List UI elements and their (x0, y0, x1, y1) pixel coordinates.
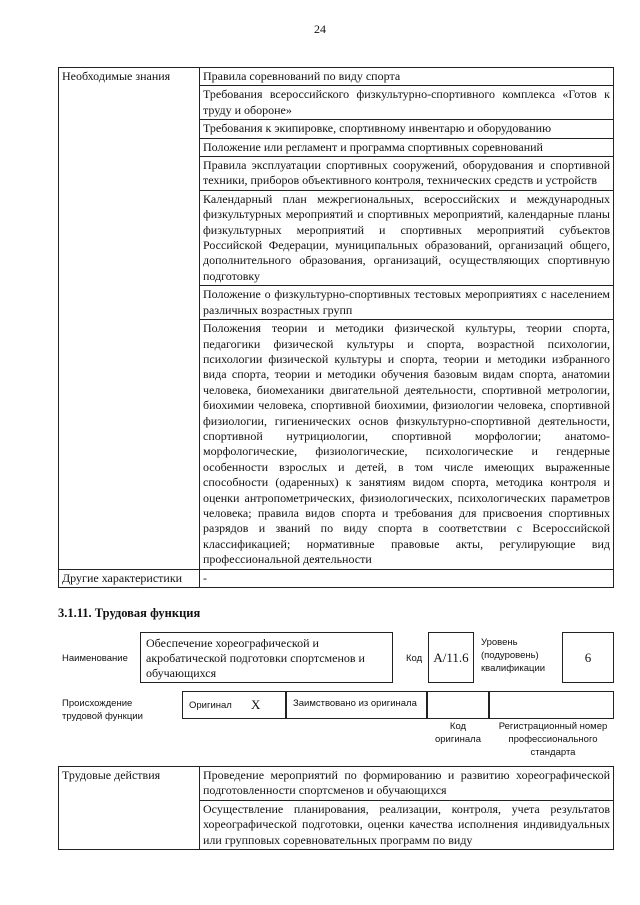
level-value: 6 (562, 632, 614, 683)
action-row: Осуществление планирования, реализации, контроля, учета результатов хореографической подготовки, оценки качества исполнения индивидуальных или групповых соревновательных программ по виду (200, 800, 614, 849)
knowledge-row: Положения теории и методики физической культуры, теории спорта, педагогики физической культуры и спорта, возрастной психологии, психологии физической культуры и спорта, теории и методики избранного вида спорта, теории и методики обучения базовым видам спорта, анатомии человека, биомеханики двигательной деятельности, спортивной метрологии, биохимии человека, спортивной биохимии, физиологии человека, спортивной физиологии, гигиенических основ физкультурно-спортивной деятельности, спортивной нутрициологии, спортивной морфологии; анатомо-морфологические, физиологические, психологические и гендерные особенности взрослых и детей, в том числе имеющих выраженные способности (одаренных) к занятиям видом спорта, методика контроля и оценки антропометрических, физиологических, психологических параметров человека; правила видов спорта и требования для присвоения спортивных разрядов и званий по виду спорта в соответствии с Всероссийской классификацией; нормативные правовые акты, регулирующие вид профессиональной деятельности (200, 320, 614, 570)
other-characteristics-value: - (200, 569, 614, 587)
knowledge-row: Требования к экипировке, спортивному инвентарю и оборудованию (200, 120, 614, 138)
original-cell (182, 691, 286, 719)
function-name-value: Обеспечение хореографической и акробатической подготовки спортсменов и обучающихся (140, 632, 393, 683)
original-label: Оригинал (189, 700, 232, 711)
knowledge-table (58, 67, 614, 588)
knowledge-row: Требования всероссийского физкультурно-спортивного комплекса «Готов к труду и обороне» (200, 86, 614, 120)
knowledge-row: Календарный план межрегиональных, всероссийских и международных физкультурных мероприятий и спортивных мероприятий, календарные планы физкультурных мероприятий и спортивных мероприятий субъектов Российской Федерации, муниципальных образований, организаций общего, дополнительного образования, организаций, осуществляющих спортивную подготовку (200, 190, 614, 285)
reg-number-label: Регистрационный номер профессионального стандарта (498, 721, 608, 758)
knowledge-label: Необходимые знания (59, 68, 200, 570)
origin-label: Происхождение трудовой функции (62, 698, 143, 722)
knowledge-row: Положение о физкультурно-спортивных тестовых мероприятиях с населением различных возрастных групп (200, 286, 614, 320)
code-value: А/11.6 (428, 632, 474, 683)
other-characteristics-label: Другие характеристики (59, 569, 200, 587)
action-row: Проведение мероприятий по формированию и развитию хореографической подготовленности спортсменов и обучающихся (200, 767, 614, 801)
borrowed-label: Заимствовано из оригинала (293, 698, 417, 709)
section-title: 3.1.11. Трудовая функция (58, 606, 201, 620)
code-original-label: Код оригинала (434, 721, 481, 745)
name-label: Наименование (62, 653, 128, 664)
code-label: Код (406, 653, 423, 664)
code-original-cell (427, 691, 489, 719)
reg-number-cell (489, 691, 614, 719)
actions-table (58, 766, 614, 850)
page-number: 24 (314, 22, 326, 36)
borrowed-cell (286, 691, 427, 719)
original-mark: X (251, 697, 261, 712)
actions-label: Трудовые действия (59, 767, 200, 850)
knowledge-row: Правила эксплуатации спортивных сооружений, оборудования и спортивной техники, приборов объективного контроля, технических средств и устройств (200, 157, 614, 191)
level-label: Уровень (подуровень) квалификации (481, 637, 546, 674)
knowledge-row: Положение или регламент и программа спортивных соревнований (200, 138, 614, 156)
knowledge-row: Правила соревнований по виду спорта (200, 68, 614, 86)
